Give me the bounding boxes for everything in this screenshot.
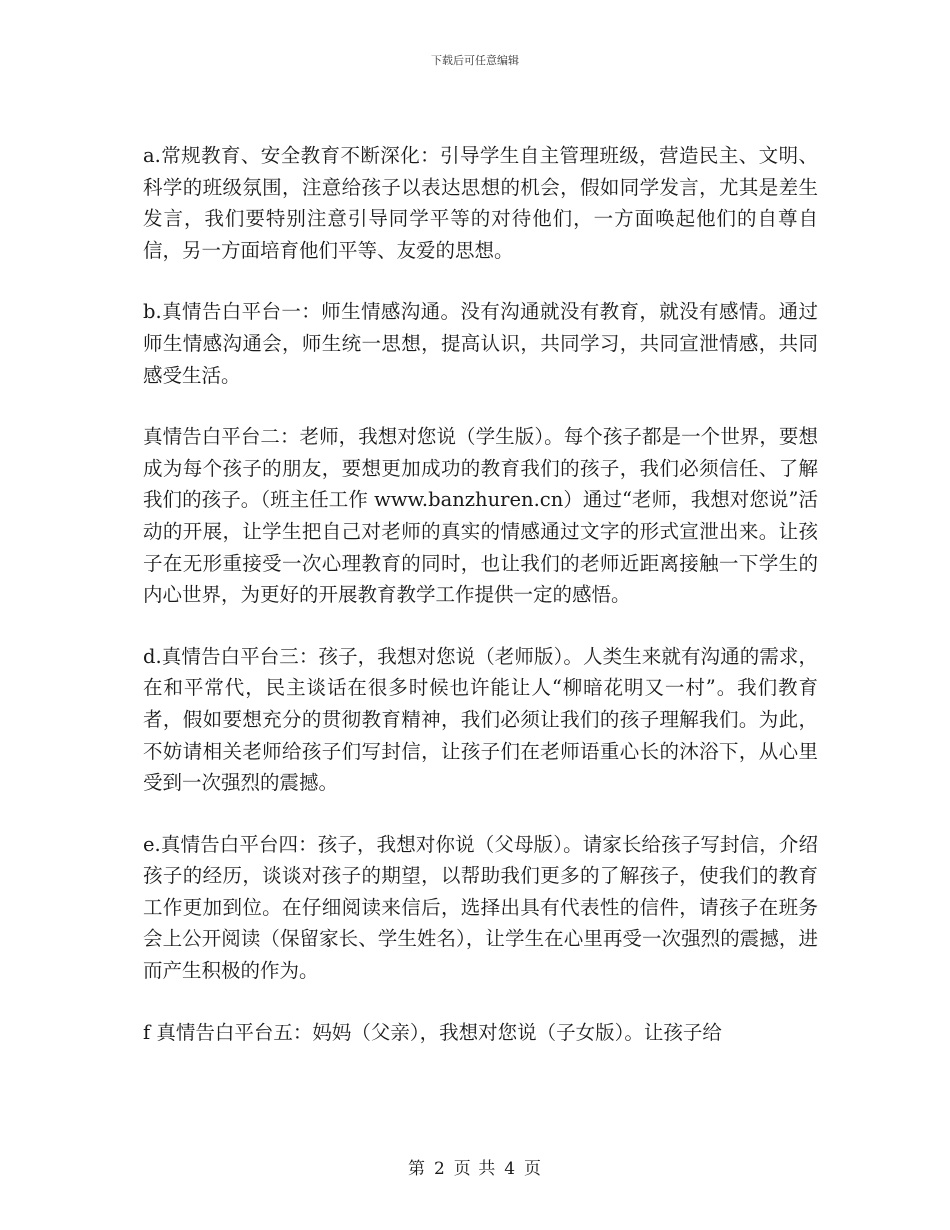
- footer-suffix: 页: [524, 1159, 543, 1179]
- document-body: [143, 140, 818, 1078]
- paragraph-a: a.常规教育、安全教育不断深化：引导学生自主管理班级，营造民主、文明、科学的班级氛围，注意给孩子以表达思想的机会，假如同学发言，尤其是差生发言，我们要特别注意引导同学平等的对待他们，一方面唤起他们的自尊自信，另一方面培育他们平等、友爱的思想。: [143, 144, 818, 262]
- paragraph-f: f 真情告白平台五：妈妈（父亲），我想对您说（子女版）。让孩子给: [143, 1020, 722, 1044]
- footer-page-number: 2: [433, 1159, 446, 1179]
- footer-middle: 页 共: [453, 1159, 497, 1179]
- paragraph-d: d.真情告白平台三：孩子，我想对您说（老师版）。人类生来就有沟通的需求，在和平常代，民主谈话在很多时候也许能让人“柳暗花明又一村”。我们教育者，假如要想充分的贯彻教育精神，我们必须让我们的孩子理解我们。为此，不妨请相关老师给孩子们写封信，让孩子们在老师语重心长的沐浴下，从心里受到一次强烈的震撼。: [143, 644, 818, 795]
- paragraph-c: 真情告白平台二：老师，我想对您说（学生版）。每个孩子都是一个世界，要想成为每个孩子的朋友，要想更加成功的教育我们的孩子，我们必须信任、了解我们的孩子。（班主任工作 www.banzhuren.cn）通过“老师，我想对您说”活动的开展，让学生把自己对老师的真实的情感通过文字的形式宣泄出来。让孩子在无形重接受一次心理教育的同时，也让我们的老师近距离接触一下学生的内心世界，为更好的开展教育教学工作提供一定的感悟。: [143, 425, 818, 607]
- page-footer: [0, 1154, 950, 1179]
- page-header: 下载后可任意编辑: [431, 54, 519, 67]
- footer-prefix: 第: [407, 1159, 426, 1179]
- paragraph-e: e.真情告白平台四：孩子，我想对你说（父母版）。请家长给孩子写封信，介绍孩子的经历，谈谈对孩子的期望，以帮助我们更多的了解孩子，使我们的教育工作更加到位。在仔细阅读来信后，选择出具有代表性的信件，请孩子在班务会上公开阅读（保留家长、学生姓名），让学生在心里再受一次强烈的震撼，进而产生积极的作为。: [143, 832, 818, 983]
- footer-total-pages: 4: [504, 1159, 517, 1179]
- paragraph-b: b.真情告白平台一：师生情感沟通。没有沟通就没有教育，就没有感情。通过师生情感沟通会，师生统一思想，提高认识，共同学习，共同宣泄情感，共同感受生活。: [143, 300, 818, 387]
